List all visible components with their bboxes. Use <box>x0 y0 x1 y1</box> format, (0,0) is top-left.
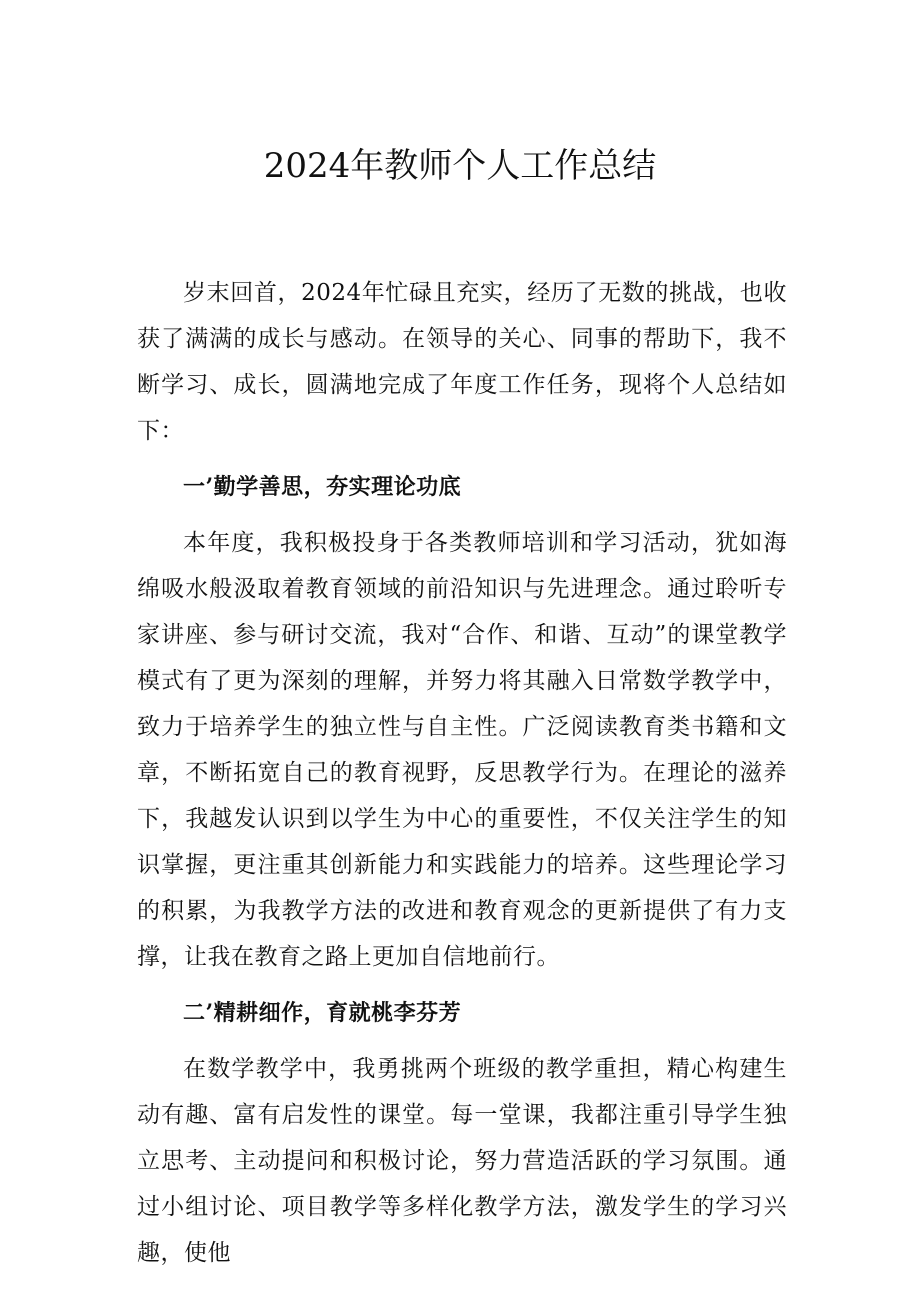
section-2-heading: 二’精耕细作，育就桃李芬芳 <box>183 1000 462 1026</box>
document-title: 2024年教师个人工作总结 <box>263 146 657 186</box>
section-2-paragraph: 在数学教学中，我勇挑两个班级的教学重担，精心构建生动有趣、富有启发性的课堂。每一堂课，我都注重引导学生独立思考、主动提问和积极讨论，努力营造活跃的学习氛围。通过小组讨论、项目教学等多样化教学方法，激发学生的学习兴趣，使他 <box>137 1056 787 1266</box>
intro-paragraph: 岁末回首，2024年忙碌且充实，经历了无数的挑战，也收获了满满的成长与感动。在领导的关心、同事的帮助下，我不断学习、成长，圆满地完成了年度工作任务，现将个人总结如下： <box>137 280 787 444</box>
section-1-paragraph: 本年度，我积极投身于各类教师培训和学习活动，犹如海绵吸水般汲取着教育领域的前沿知识与先进理念。通过聆听专家讲座、参与研讨交流，我对“合作、和谐、互动”的课堂教学模式有了更为深刻的理解，并努力将其融入日常数学教学中，致力于培养学生的独立性与自主性。广泛阅读教育类书籍和文章，不断拓宽自己的教育视野，反思教学行为。在理论的滋养下，我越发认识到以学生为中心的重要性，不仅关注学生的知识掌握，更注重其创新能力和实践能力的培养。这些理论学习的积累，为我教学方法的改进和教育观念的更新提供了有力支撑，让我在教育之路上更加自信地前行。 <box>137 530 787 970</box>
document-body <box>137 270 787 1276</box>
section-1-heading: 一’勤学善思，夯实理论功底 <box>183 474 462 500</box>
